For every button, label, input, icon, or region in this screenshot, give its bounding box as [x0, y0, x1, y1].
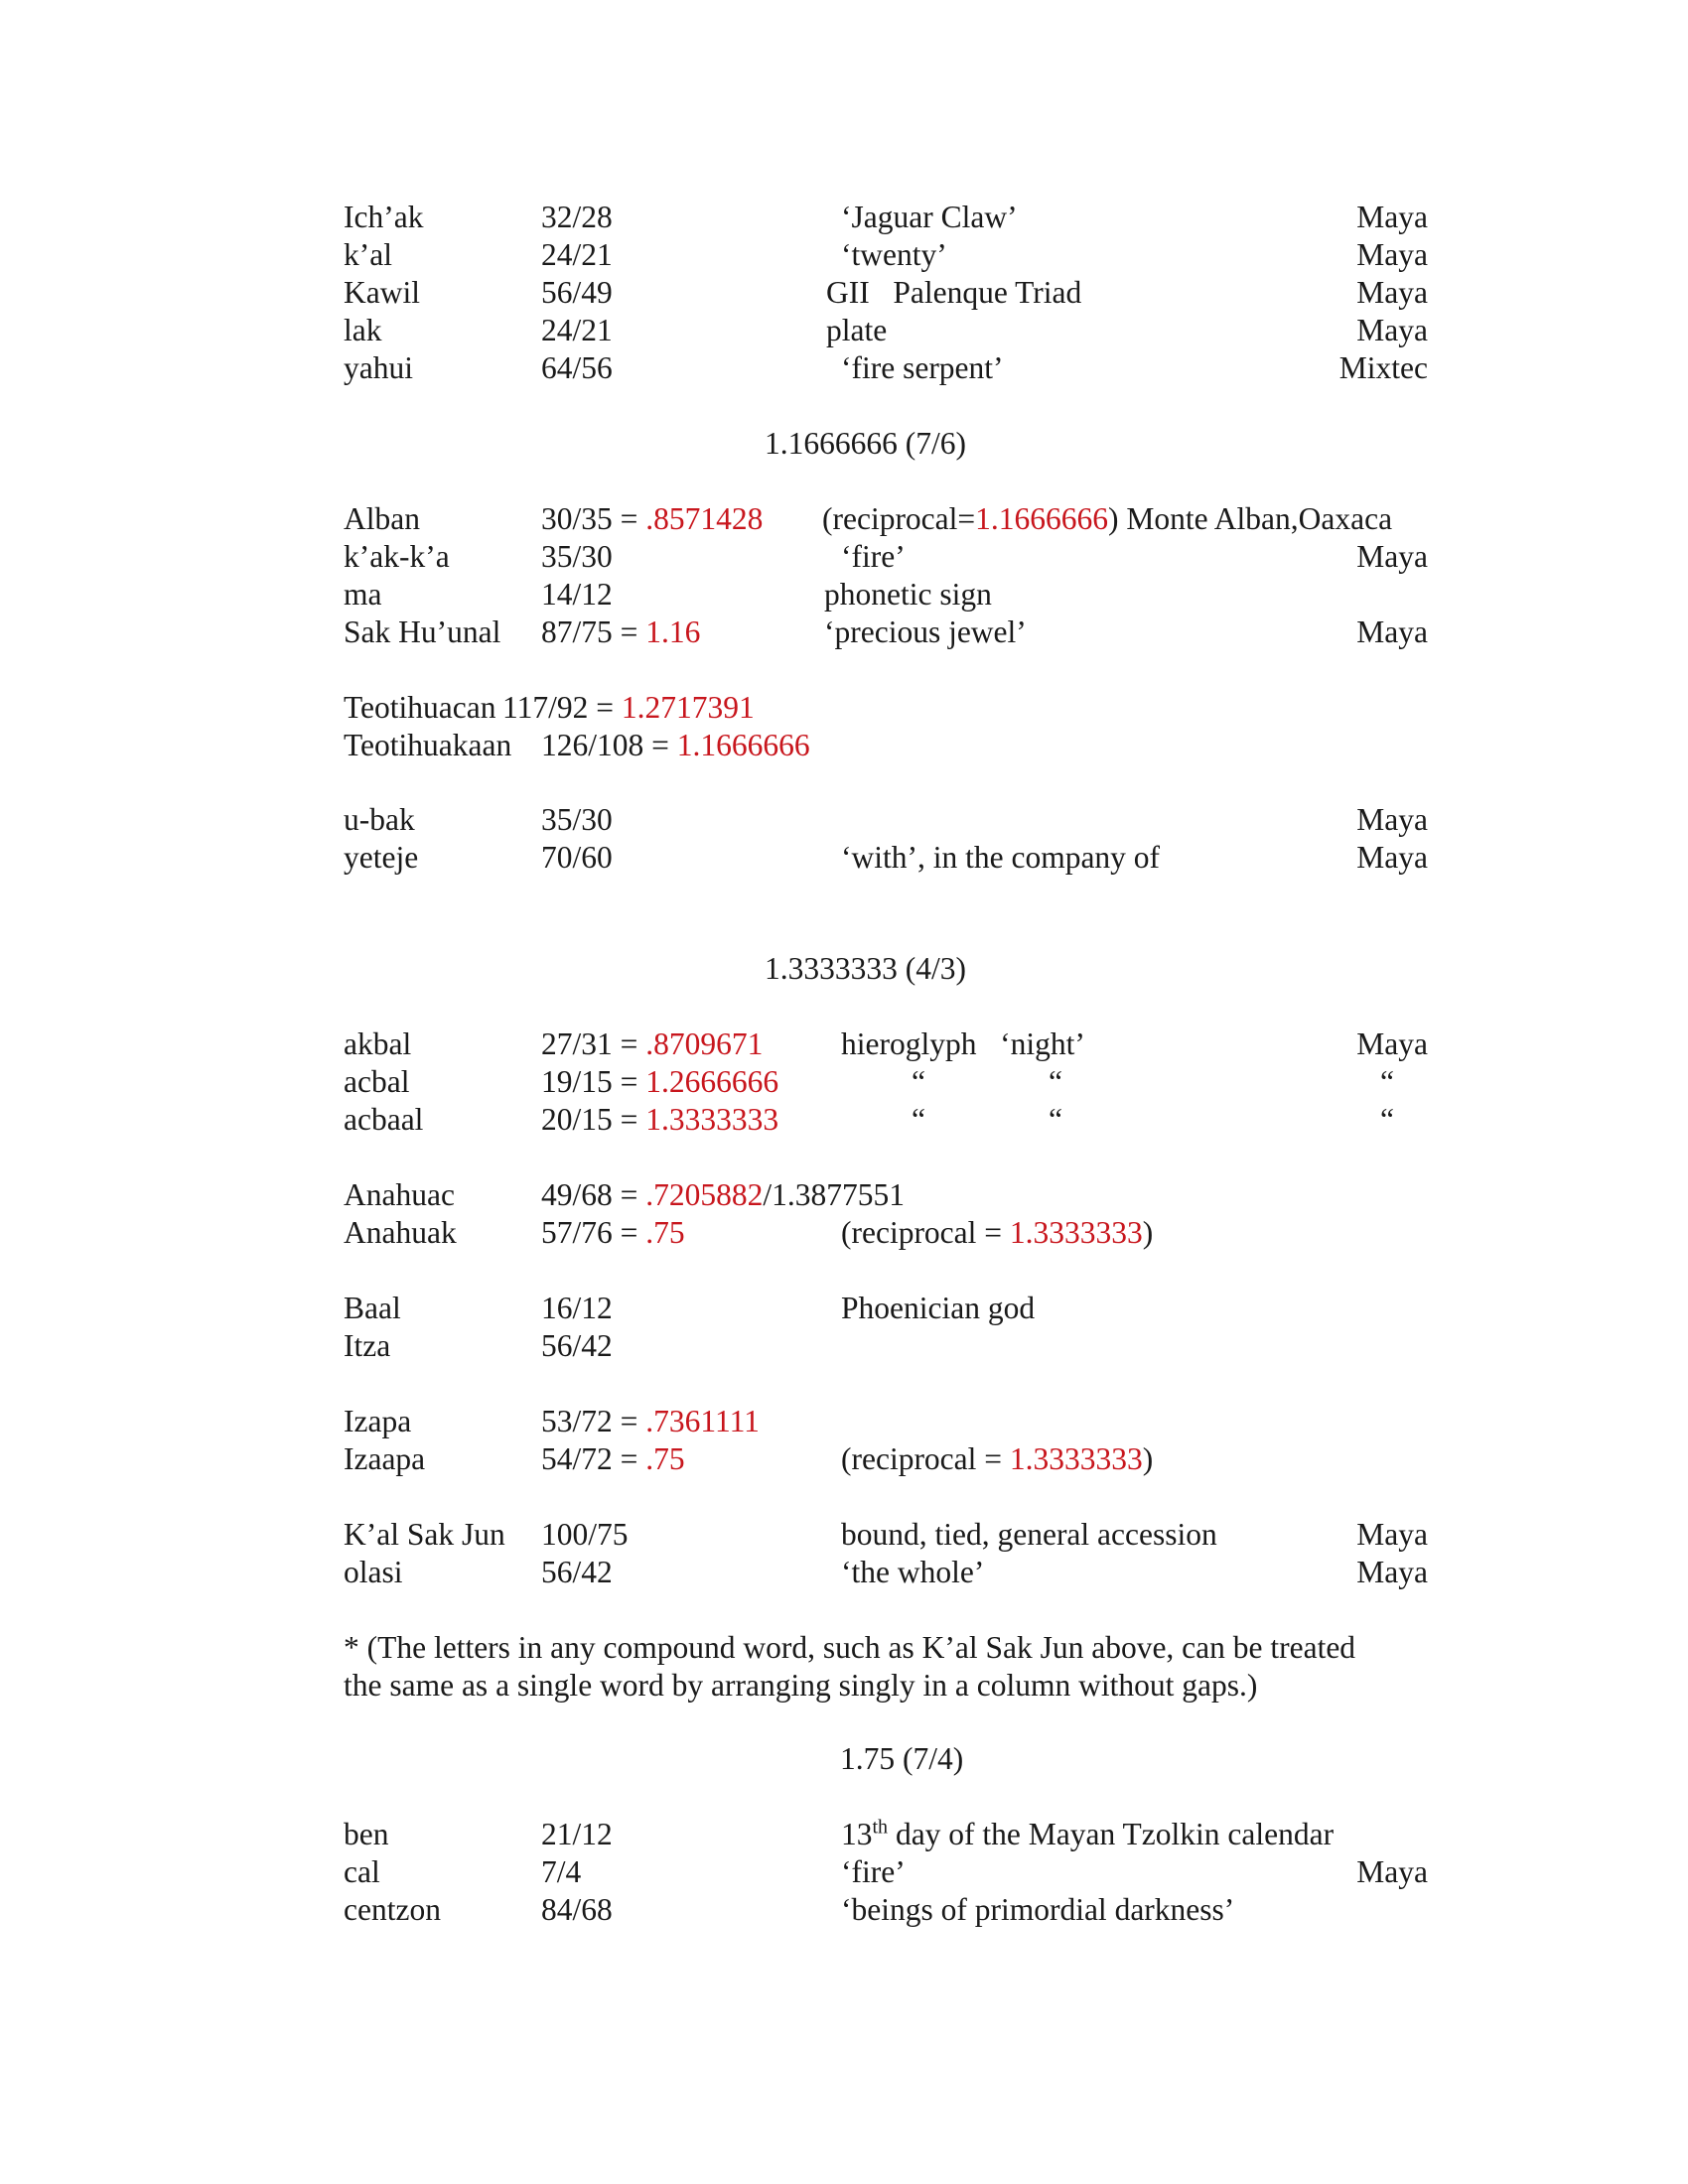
word: Sak Hu’unal: [344, 614, 501, 649]
meaning: ‘the whole’: [841, 1555, 985, 1589]
table-row: [0, 1327, 1688, 1365]
word: cal: [344, 1854, 380, 1889]
table-row: [0, 236, 1688, 274]
meaning: GII Palenque Triad: [826, 275, 1082, 310]
word: Anahuac: [344, 1177, 455, 1212]
ratio: 19/15 = 1.2666666: [541, 1064, 779, 1099]
word: yeteje: [344, 840, 419, 875]
ratio: 53/72 = .7361111: [541, 1404, 760, 1438]
language: Maya: [1356, 1517, 1428, 1552]
meaning: Phoenician god: [841, 1291, 1036, 1325]
ratio: 49/68 = .7205882/1.3877551: [541, 1177, 906, 1212]
ratio: 7/4: [541, 1854, 582, 1889]
ratio: 126/108 = 1.1666666: [541, 728, 810, 762]
ditto-mark: “: [1380, 1102, 1394, 1137]
reciprocal-note: (reciprocal = 1.3333333): [841, 1441, 1154, 1476]
table-row: [0, 1025, 1688, 1063]
ditto-mark: “: [1049, 1102, 1062, 1137]
ratio: 56/49: [541, 275, 613, 310]
table-row: [0, 689, 1688, 727]
ratio: 16/12: [541, 1291, 613, 1325]
language: Mixtec: [1338, 350, 1428, 385]
ratio: 64/56: [541, 350, 613, 385]
ditto-mark: “: [912, 1064, 925, 1099]
word: lak: [344, 313, 382, 347]
word: akbal: [344, 1026, 412, 1061]
meaning: ‘beings of primordial darkness’: [841, 1892, 1235, 1927]
ratio: 56/42: [541, 1328, 613, 1363]
table-row: [0, 500, 1688, 538]
word: Itza: [344, 1328, 391, 1363]
word: Izaapa: [344, 1441, 426, 1476]
language: Maya: [1356, 1854, 1428, 1889]
ratio: 70/60: [541, 840, 613, 875]
meaning: plate: [826, 313, 888, 347]
section-heading: [0, 949, 1688, 989]
meaning: ‘fire’: [841, 539, 906, 574]
table-row: [0, 727, 1688, 764]
word: ben: [344, 1817, 389, 1851]
meaning: 13th day of the Mayan Tzolkin calendar: [841, 1816, 1335, 1851]
word: k’ak-k’a: [344, 539, 450, 574]
word: K’al Sak Jun: [344, 1517, 505, 1552]
word: Izapa: [344, 1404, 412, 1438]
word: Baal: [344, 1291, 401, 1325]
language: Maya: [1356, 614, 1428, 649]
word: ma: [344, 577, 382, 612]
reciprocal-note: (reciprocal=1.1666666) Monte Alban,Oaxaca: [822, 501, 1393, 536]
word: Ich’ak: [344, 200, 424, 234]
language: Maya: [1356, 200, 1428, 234]
ratio: 27/31 = .8709671: [541, 1026, 764, 1061]
ratio: 14/12: [541, 577, 613, 612]
language: Maya: [1356, 275, 1428, 310]
table-row: [0, 1440, 1688, 1478]
reciprocal-note: (reciprocal = 1.3333333): [841, 1215, 1154, 1250]
ratio: 100/75: [541, 1517, 629, 1552]
table-row: [0, 1853, 1688, 1891]
ditto-mark: “: [1049, 1064, 1062, 1099]
table-row: [0, 801, 1688, 839]
meaning: ‘precious jewel’: [824, 614, 1027, 649]
table-row: [0, 1101, 1688, 1139]
word: Alban: [344, 501, 420, 536]
table-row: [0, 1891, 1688, 1929]
word: olasi: [344, 1555, 403, 1589]
word: Anahuak: [344, 1215, 457, 1250]
ratio: 117/92 = 1.2717391: [502, 690, 755, 725]
meaning: ‘twenty’: [841, 237, 947, 272]
meaning: ‘Jaguar Claw’: [841, 200, 1018, 234]
language: Maya: [1356, 1555, 1428, 1589]
meaning: ‘with’, in the company of: [841, 840, 1161, 875]
table-row: [0, 1214, 1688, 1252]
ratio: 35/30: [541, 802, 613, 837]
footnote-line: the same as a single word by arranging singly in a column without gaps.): [344, 1668, 1258, 1703]
meaning: bound, tied, general accession: [841, 1517, 1217, 1552]
ratio: 84/68: [541, 1892, 613, 1927]
section-heading: [0, 1739, 1688, 1779]
table-row: [0, 614, 1688, 651]
language: Maya: [1356, 802, 1428, 837]
word: Teotihuacan: [344, 690, 496, 725]
word: acbal: [344, 1064, 410, 1099]
language: Maya: [1356, 313, 1428, 347]
language: Maya: [1356, 539, 1428, 574]
table-row: [0, 576, 1688, 614]
table-row: [0, 538, 1688, 576]
ratio: 30/35 = .8571428: [541, 501, 764, 536]
footnote: [344, 1629, 1436, 1705]
table-row: [0, 1516, 1688, 1554]
ratio: 21/12: [541, 1817, 613, 1851]
table-row: [0, 1176, 1688, 1214]
ratio: 54/72 = .75: [541, 1441, 685, 1476]
meaning: ‘fire’: [841, 1854, 906, 1889]
heading-text: 1.3333333 (4/3): [765, 951, 966, 986]
ratio: 35/30: [541, 539, 613, 574]
table-row: [0, 839, 1688, 877]
ratio: 56/42: [541, 1555, 613, 1589]
ditto-mark: “: [912, 1102, 925, 1137]
heading-text: 1.75 (7/4): [840, 1741, 964, 1776]
table-row: [0, 199, 1688, 236]
ditto-mark: “: [1380, 1064, 1394, 1099]
table-row: [0, 1554, 1688, 1591]
table-row: [0, 312, 1688, 349]
table-row: [0, 1403, 1688, 1440]
meaning: hieroglyph ‘night’: [841, 1026, 1085, 1061]
language: Maya: [1356, 840, 1428, 875]
table-row: [0, 349, 1688, 387]
ratio: 24/21: [541, 313, 613, 347]
word: yahui: [344, 350, 413, 385]
ratio: 24/21: [541, 237, 613, 272]
table-row: [0, 1290, 1688, 1327]
language: Maya: [1356, 237, 1428, 272]
word: Teotihuakaan: [344, 728, 512, 762]
word: Kawil: [344, 275, 420, 310]
language: Maya: [1356, 1026, 1428, 1061]
meaning: ‘fire serpent’: [841, 350, 1004, 385]
word: k’al: [344, 237, 392, 272]
word: u-bak: [344, 802, 415, 837]
word: centzon: [344, 1892, 441, 1927]
ratio: 32/28: [541, 200, 613, 234]
table-row: [0, 1063, 1688, 1101]
meaning: phonetic sign: [824, 577, 992, 612]
word: acbaal: [344, 1102, 424, 1137]
ratio: 57/76 = .75: [541, 1215, 685, 1250]
section-heading: [0, 424, 1688, 464]
footnote-line: * (The letters in any compound word, such as K’al Sak Jun above, can be treated: [344, 1630, 1356, 1665]
ratio: 20/15 = 1.3333333: [541, 1102, 779, 1137]
table-row: [0, 274, 1688, 312]
heading-text: 1.1666666 (7/6): [765, 426, 966, 461]
ratio: 87/75 = 1.16: [541, 614, 701, 649]
table-row: [0, 1816, 1688, 1853]
